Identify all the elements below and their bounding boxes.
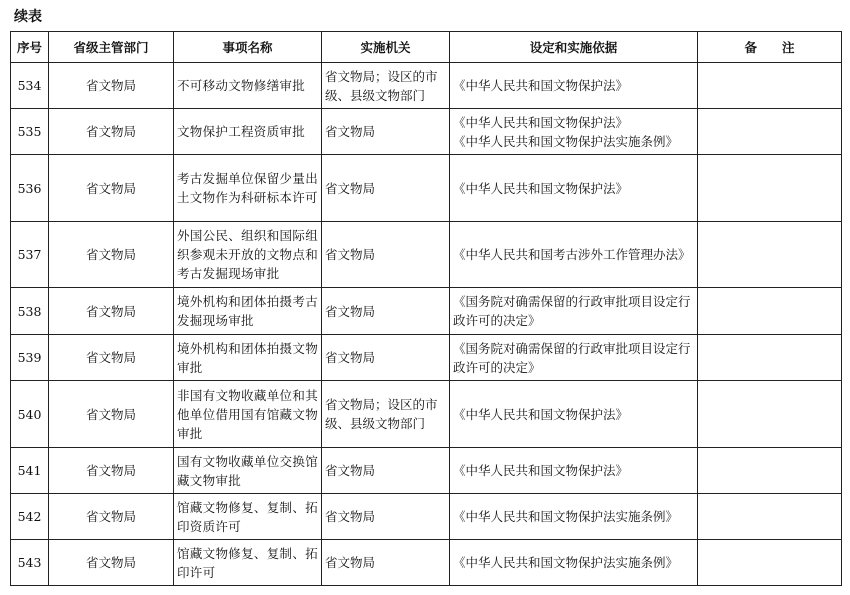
- basis-law: 《中华人民共和国文物保护法》: [453, 180, 629, 196]
- cell-seq: 539: [11, 335, 49, 381]
- table-header-row: [11, 32, 842, 63]
- cell-org: 省文物局: [322, 222, 450, 288]
- table-row: [11, 335, 842, 381]
- cell-note: [698, 109, 842, 155]
- table-row: [11, 155, 842, 222]
- header-item: 事项名称: [174, 32, 322, 63]
- cell-item: 不可移动文物修缮审批: [174, 63, 322, 109]
- cell-seq: 535: [11, 109, 49, 155]
- cell-seq: 542: [11, 494, 49, 540]
- header-seq: 序号: [11, 32, 49, 63]
- cell-org: 省文物局: [322, 448, 450, 494]
- table-row: [11, 540, 842, 586]
- cell-org: 省文物局: [322, 109, 450, 155]
- cell-item: 文物保护工程资质审批: [174, 109, 322, 155]
- cell-note: [698, 222, 842, 288]
- cell-item: 非国有文物收藏单位和其他单位借用国有馆藏文物审批: [174, 381, 322, 448]
- cell-note: [698, 494, 842, 540]
- basis-law: 《中华人民共和国文物保护法实施条例》: [453, 133, 679, 149]
- cell-note: [698, 335, 842, 381]
- cell-item: 考古发掘单位保留少量出土文物作为科研标本许可: [174, 155, 322, 222]
- cell-basis: [450, 335, 698, 381]
- basis-law: 《国务院对确需保留的行政审批项目设定行政许可的决定》: [453, 340, 691, 375]
- cell-org: 省文物局；设区的市级、县级文物部门: [322, 63, 450, 109]
- table-caption: 续表: [14, 9, 42, 25]
- cell-note: [698, 540, 842, 586]
- cell-item: 馆藏文物修复、复制、拓印资质许可: [174, 494, 322, 540]
- cell-dept: 省文物局: [49, 109, 174, 155]
- cell-note: [698, 155, 842, 222]
- cell-dept: 省文物局: [49, 63, 174, 109]
- cell-basis: [450, 222, 698, 288]
- table-row: [11, 494, 842, 540]
- cell-org: 省文物局: [322, 288, 450, 335]
- cell-basis: [450, 494, 698, 540]
- cell-basis: [450, 109, 698, 155]
- table-row: [11, 448, 842, 494]
- basis-law: 《中华人民共和国文物保护法实施条例》: [453, 555, 679, 570]
- cell-seq: 541: [11, 448, 49, 494]
- cell-seq: 538: [11, 288, 49, 335]
- table-row: [11, 109, 842, 155]
- cell-dept: 省文物局: [49, 381, 174, 448]
- table-row: [11, 381, 842, 448]
- cell-seq: 537: [11, 222, 49, 288]
- basis-law: 《中华人民共和国文物保护法》: [453, 406, 629, 422]
- cell-note: [698, 288, 842, 335]
- cell-item: 境外机构和团体拍摄文物审批: [174, 335, 322, 381]
- cell-org: 省文物局: [322, 155, 450, 222]
- cell-dept: 省文物局: [49, 335, 174, 381]
- basis-law: 《中华人民共和国文物保护法》: [453, 114, 629, 130]
- cell-basis: [450, 448, 698, 494]
- basis-law: 《国务院对确需保留的行政审批项目设定行政许可的决定》: [453, 294, 691, 328]
- header-note: 备 注: [698, 32, 842, 63]
- cell-seq: 540: [11, 381, 49, 448]
- cell-item: 外国公民、组织和国际组织参观未开放的文物点和考古发掘现场审批: [174, 222, 322, 288]
- cell-dept: 省文物局: [49, 494, 174, 540]
- basis-law: 《中华人民共和国文物保护法》: [453, 78, 629, 93]
- cell-item: 境外机构和团体拍摄考古发掘现场审批: [174, 288, 322, 335]
- cell-org: 省文物局: [322, 494, 450, 540]
- basis-law: 《中华人民共和国考古涉外工作管理办法》: [453, 247, 691, 262]
- cell-basis: [450, 381, 698, 448]
- cell-dept: 省文物局: [49, 222, 174, 288]
- cell-dept: 省文物局: [49, 540, 174, 586]
- basis-law: 《中华人民共和国文物保护法实施条例》: [453, 509, 679, 524]
- approval-items-table: [10, 31, 842, 586]
- cell-basis: [450, 540, 698, 586]
- cell-seq: 536: [11, 155, 49, 222]
- cell-org: 省文物局: [322, 540, 450, 586]
- cell-seq: 543: [11, 540, 49, 586]
- cell-org: 省文物局；设区的市级、县级文物部门: [322, 381, 450, 448]
- cell-basis: [450, 288, 698, 335]
- cell-item: 馆藏文物修复、复制、拓印许可: [174, 540, 322, 586]
- cell-org: 省文物局: [322, 335, 450, 381]
- cell-note: [698, 63, 842, 109]
- table-body: [11, 63, 842, 586]
- table-row: [11, 63, 842, 109]
- header-basis: 设定和实施依据: [450, 32, 698, 63]
- cell-note: [698, 448, 842, 494]
- cell-basis: [450, 63, 698, 109]
- cell-dept: 省文物局: [49, 155, 174, 222]
- cell-dept: 省文物局: [49, 448, 174, 494]
- header-dept: 省级主管部门: [49, 32, 174, 63]
- basis-law: 《中华人民共和国文物保护法》: [453, 463, 629, 478]
- cell-item: 国有文物收藏单位交换馆藏文物审批: [174, 448, 322, 494]
- cell-basis: [450, 155, 698, 222]
- cell-note: [698, 381, 842, 448]
- table-row: [11, 222, 842, 288]
- table-row: [11, 288, 842, 335]
- cell-seq: 534: [11, 63, 49, 109]
- cell-dept: 省文物局: [49, 288, 174, 335]
- header-org: 实施机关: [322, 32, 450, 63]
